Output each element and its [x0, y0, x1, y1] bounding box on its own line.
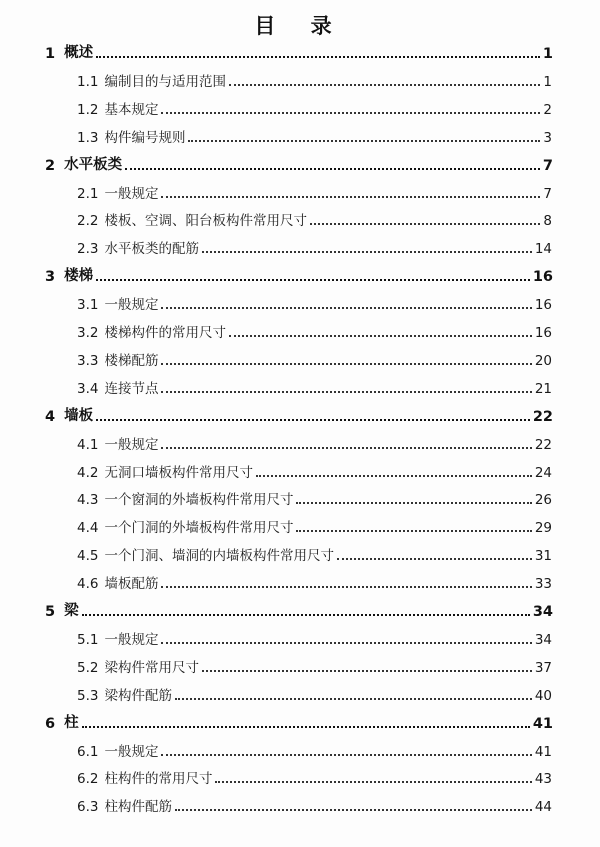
entry-number: 4.5: [77, 548, 99, 565]
entry-title: 一般规定: [104, 297, 159, 314]
entry-page-number: 1: [542, 46, 553, 62]
entry-title: 梁构件配筋: [104, 687, 172, 704]
entry-title: 基本规定: [104, 101, 159, 118]
toc-chapter-entry[interactable]: [0, 598, 600, 620]
dot-leader: [161, 642, 531, 644]
entry-page-number: 40: [534, 687, 552, 704]
entry-number: 3.3: [77, 352, 99, 369]
entry-page-number: 14: [534, 241, 552, 258]
entry-page-number: 16: [532, 269, 553, 286]
entry-number: 3.2: [77, 325, 99, 341]
entry-page-number: 37: [534, 659, 552, 676]
toc-chapter-entry[interactable]: [0, 403, 600, 425]
dot-leader: [229, 335, 532, 337]
entry-number: 1.3: [77, 129, 99, 146]
entry-title: 连接节点: [104, 380, 159, 397]
entry-title: 编制目的与适用范围: [104, 73, 226, 90]
entry-number: 6.3: [77, 799, 99, 816]
dot-leader: [337, 558, 532, 560]
entry-number: 1.1: [77, 73, 99, 90]
toc-section-entry[interactable]: [0, 793, 600, 815]
entry-number: 5.3: [77, 687, 99, 704]
toc-section-entry[interactable]: [0, 124, 600, 146]
dot-leader: [161, 391, 531, 393]
entry-page-number: 22: [534, 436, 552, 453]
dot-leader: [161, 196, 540, 198]
toc-chapter-entry[interactable]: [0, 710, 600, 732]
entry-number: 1: [45, 46, 56, 62]
dot-leader: [96, 279, 530, 281]
entry-number: 4: [45, 408, 56, 425]
toc-section-entry[interactable]: [0, 68, 600, 90]
entry-title: 一般规定: [104, 631, 159, 648]
entry-title: 楼梯构件的常用尺寸: [104, 325, 226, 341]
toc-section-entry[interactable]: [0, 570, 600, 592]
entry-title: 楼梯配筋: [104, 352, 159, 369]
entry-page-number: 2: [543, 101, 552, 118]
entry-number: 5.2: [77, 659, 99, 676]
entry-page-number: 7: [543, 185, 552, 202]
entry-page-number: 41: [534, 743, 552, 760]
entry-page-number: 21: [534, 380, 552, 397]
toc-section-entry[interactable]: [0, 180, 600, 202]
entry-page-number: 33: [534, 576, 552, 593]
entry-title: 一个门洞的外墙板构件常用尺寸: [104, 520, 294, 537]
entry-title: 水平板类: [64, 156, 123, 173]
dot-leader: [310, 223, 540, 225]
entry-page-number: 24: [534, 464, 552, 481]
toc-section-entry[interactable]: [0, 682, 600, 704]
entry-page-number: 20: [534, 352, 552, 369]
dot-leader: [96, 419, 530, 421]
dot-leader: [96, 56, 540, 58]
entry-page-number: 43: [534, 771, 552, 788]
dot-leader: [161, 754, 531, 756]
entry-title: 梁: [64, 603, 79, 619]
entry-title: 构件编号规则: [104, 129, 186, 146]
toc-section-entry[interactable]: [0, 96, 600, 118]
entry-number: 6.1: [77, 743, 99, 760]
dot-leader: [202, 670, 532, 672]
toc-section-entry[interactable]: [0, 319, 600, 341]
dot-leader: [175, 809, 532, 811]
entry-title: 一个窗洞的外墙板构件常用尺寸: [104, 492, 294, 509]
toc-section-entry[interactable]: [0, 626, 600, 648]
toc-section-entry[interactable]: [0, 459, 600, 481]
entry-number: 4.1: [77, 436, 99, 453]
entry-page-number: 3: [543, 129, 552, 146]
toc-section-entry[interactable]: [0, 207, 600, 229]
dot-leader: [161, 586, 531, 588]
entry-title: 水平板类的配筋: [104, 241, 199, 258]
entry-number: 1.2: [77, 101, 99, 118]
dot-leader: [296, 530, 531, 532]
entry-title: 概述: [64, 45, 94, 61]
entry-page-number: 16: [534, 325, 552, 341]
entry-title: 柱构件配筋: [104, 799, 172, 816]
entry-page-number: 31: [534, 548, 552, 565]
dot-leader: [296, 502, 531, 504]
entry-title: 墙板配筋: [104, 576, 159, 593]
entry-title: 楼板、空调、阳台板构件常用尺寸: [104, 213, 307, 230]
entry-title: 楼梯: [64, 268, 94, 285]
toc-section-entry[interactable]: [0, 765, 600, 787]
entry-number: 2: [45, 157, 56, 174]
dot-leader: [202, 251, 532, 253]
dot-leader: [188, 140, 540, 142]
entry-page-number: 7: [542, 157, 553, 174]
toc-section-entry[interactable]: [0, 291, 600, 313]
entry-number: 6: [45, 715, 56, 732]
toc-chapter-entry[interactable]: [0, 40, 600, 62]
dot-leader: [175, 698, 532, 700]
toc-section-entry[interactable]: [0, 514, 600, 536]
toc-section-entry[interactable]: [0, 375, 600, 397]
dot-leader: [256, 475, 532, 477]
toc-section-entry[interactable]: [0, 542, 600, 564]
toc-chapter-entry[interactable]: [0, 263, 600, 285]
dot-leader: [82, 726, 530, 728]
entry-title: 一般规定: [104, 436, 159, 453]
dot-leader: [161, 112, 540, 114]
entry-page-number: 44: [534, 799, 552, 816]
entry-number: 2.3: [77, 241, 99, 258]
entry-page-number: 8: [543, 213, 552, 230]
dot-leader: [82, 614, 530, 616]
entry-number: 3.4: [77, 380, 99, 397]
entry-page-number: 26: [534, 492, 552, 509]
dot-leader: [161, 447, 531, 449]
entry-title: 墙板: [64, 407, 94, 424]
entry-number: 6.2: [77, 771, 99, 788]
entry-title: 一个门洞、墙洞的内墙板构件常用尺寸: [104, 548, 334, 565]
entry-number: 3.1: [77, 297, 99, 314]
entry-page-number: 41: [532, 715, 553, 732]
toc-section-entry[interactable]: [0, 654, 600, 676]
entry-page-number: 29: [534, 520, 552, 537]
toc-section-entry[interactable]: [0, 235, 600, 257]
entry-page-number: 1: [543, 73, 552, 90]
entry-number: 2.2: [77, 213, 99, 230]
entry-title: 无洞口墙板构件常用尺寸: [104, 464, 253, 481]
dot-leader: [161, 363, 531, 365]
entry-number: 4.4: [77, 520, 99, 537]
dot-leader: [125, 168, 540, 170]
entry-number: 4.3: [77, 492, 99, 509]
entry-title: 一般规定: [104, 185, 159, 202]
dot-leader: [215, 781, 531, 783]
entry-page-number: 16: [534, 297, 552, 314]
entry-number: 2.1: [77, 185, 99, 202]
entry-number: 5.1: [77, 631, 99, 648]
dot-leader: [161, 307, 531, 309]
dot-leader: [229, 84, 540, 86]
entry-title: 柱: [64, 714, 79, 731]
entry-number: 4.2: [77, 464, 99, 481]
entry-page-number: 34: [534, 631, 552, 648]
entry-page-number: 22: [532, 408, 553, 425]
entry-title: 一般规定: [104, 743, 159, 760]
toc-section-entry[interactable]: [0, 486, 600, 508]
entry-title: 梁构件常用尺寸: [104, 659, 199, 676]
entry-page-number: 34: [532, 604, 553, 620]
toc-section-entry[interactable]: [0, 738, 600, 760]
entry-number: 4.6: [77, 576, 99, 593]
page-title: 目 录: [254, 14, 346, 38]
toc-section-entry[interactable]: [0, 431, 600, 453]
entry-number: 5: [45, 604, 56, 620]
entry-number: 3: [45, 269, 56, 286]
toc-chapter-entry[interactable]: [0, 152, 600, 174]
entry-title: 柱构件的常用尺寸: [104, 771, 213, 788]
toc-section-entry[interactable]: [0, 347, 600, 369]
